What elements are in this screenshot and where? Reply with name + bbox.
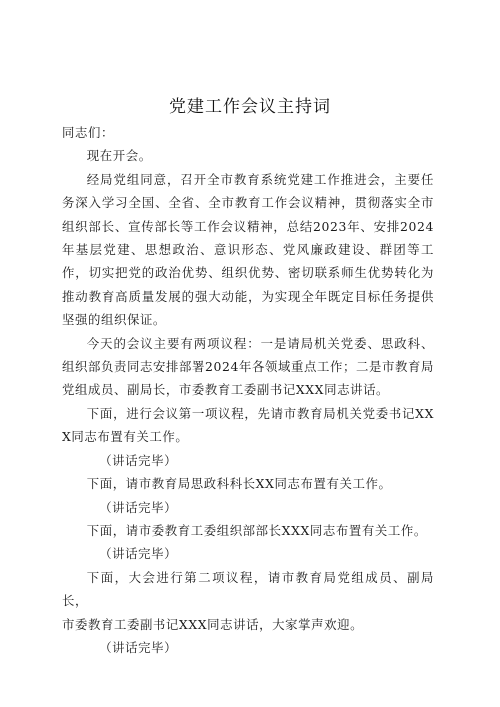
body-paragraph: 下面，请市教育局思政科科长XX同志布置有关工作。 — [86, 476, 392, 492]
body-paragraph: 经局党组同意，召开全市教育系统党建工作推进会，主要任务深入学习全国、全省、全市教育工作会议精神，贯彻落实全市组织部长、宣传部长等工作会议精神，总结2023年、安排2024年基层党建、思想政治、意识形态、党风廉政建设、群团等工作，切实把党的政治优势、组织优势、密切联系师生优势转化为推动教育高质量发展的强大动能，为实现全年既定目标任务提供坚强的组织保证。 — [62, 171, 434, 328]
document-body — [62, 121, 434, 659]
speech-finished-note: （讲话完毕） — [99, 452, 178, 468]
body-paragraph: 现在开会。 — [86, 148, 152, 164]
body-paragraph: 下面，进行会议第一项议程，先请市教育局机关党委书记XXX同志布置有关工作。 — [62, 405, 434, 445]
body-line: 市委教育工委副书记XXX同志讲话，大家掌声欢迎。 — [62, 616, 364, 632]
salutation: 同志们： — [62, 125, 114, 140]
speech-finished-note: （讲话完毕） — [99, 546, 178, 562]
speech-finished-note: （讲话完毕） — [99, 639, 178, 655]
speech-finished-note: （讲话完毕） — [99, 499, 178, 515]
body-paragraph: 下面，请市委教育工委组织部部长XXX同志布置有关工作。 — [86, 522, 427, 538]
document-title: 党建工作会议主持词 — [169, 97, 331, 117]
body-paragraph: 今天的会议主要有两项议程：一是请局机关党委、思政科、组织部负责同志安排部署2024年各领域重点工作；二是市教育局党组成员、副局长，市委教育工委副书记XXX同志讲话。 — [62, 335, 434, 398]
body-paragraph: 下面，大会进行第二项议程，请市教育局党组成员、副局长， — [62, 569, 434, 609]
